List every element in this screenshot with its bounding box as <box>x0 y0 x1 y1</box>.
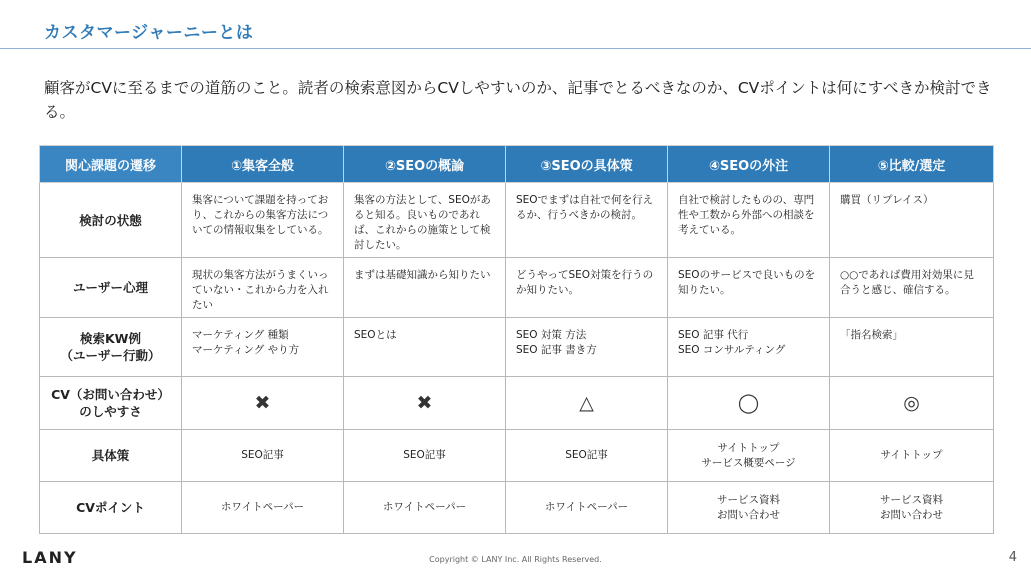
table-cell: 集客の方法として、SEOがあると知る。良いものであれば、これからの施策として検討したい。 <box>344 183 506 258</box>
cross-icon: ✖ <box>182 377 344 430</box>
column-header: ②SEOの概論 <box>344 146 506 183</box>
table-cell: ホワイトペーパー <box>344 482 506 534</box>
row-header: 具体策 <box>40 430 182 482</box>
copyright-text: Copyright © LANY Inc. All Rights Reserved. <box>429 555 602 564</box>
row-header: CVポイント <box>40 482 182 534</box>
slide-title: カスタマージャーニーとは <box>44 23 254 43</box>
table-row-state <box>40 183 994 258</box>
table-cell: ○○であれば費用対効果に見合うと感じ、確信する。 <box>830 258 994 318</box>
table-cell: 購買（リプレイス） <box>830 183 994 258</box>
table-cell: 現状の集客方法がうまくいっていない・これから力を入れたい <box>182 258 344 318</box>
row-header: CV（お問い合わせ） のしやすさ <box>40 377 182 430</box>
table-cell: 集客について課題を持っており、これからの集客方法についての情報収集をしている。 <box>182 183 344 258</box>
column-header: ⑤比較/選定 <box>830 146 994 183</box>
table-cell: SEOとは <box>344 318 506 377</box>
table-cell: サービス資料 お問い合わせ <box>830 482 994 534</box>
table-cell: 「指名検索」 <box>830 318 994 377</box>
table-cell: SEO 記事 代行 SEO コンサルティング <box>668 318 830 377</box>
lead-text: 顧客がCVに至るまでの道筋のこと。読者の検索意図からCVしやすいのか、記事でとるべきなのか、CVポイントは何にすべきか検討できる。 <box>44 79 992 121</box>
row-header: 検索KW例 （ユーザー行動） <box>40 318 182 377</box>
row-header: 検討の状態 <box>40 183 182 258</box>
triangle-icon: △ <box>506 377 668 430</box>
circle-icon: ◯ <box>668 377 830 430</box>
table-header-row <box>40 146 994 183</box>
table-cell: サービス資料 お問い合わせ <box>668 482 830 534</box>
table-row-keywords <box>40 318 994 377</box>
table-row-measures <box>40 430 994 482</box>
table-cell: SEO記事 <box>182 430 344 482</box>
double-circle-icon: ◎ <box>830 377 994 430</box>
table-cell: SEOでまずは自社で何を行えるか、行うべきかの検討。 <box>506 183 668 258</box>
table-cell: どうやってSEO対策を行うのか知りたい。 <box>506 258 668 318</box>
table-cell: まずは基礎知識から知りたい <box>344 258 506 318</box>
title-divider <box>0 48 1031 49</box>
table-row-cv-ease <box>40 377 994 430</box>
corner-header: 関心課題の遷移 <box>40 146 182 183</box>
table-row-cv-point <box>40 482 994 534</box>
table-cell: ホワイトペーパー <box>506 482 668 534</box>
table-cell: サイトトップ <box>830 430 994 482</box>
column-header: ④SEOの外注 <box>668 146 830 183</box>
table-cell: 自社で検討したものの、専門性や工数から外部への相談を考えている。 <box>668 183 830 258</box>
table-cell: SEO記事 <box>506 430 668 482</box>
cross-icon: ✖ <box>344 377 506 430</box>
table-cell: SEOのサービスで良いものを知りたい。 <box>668 258 830 318</box>
column-header: ③SEOの具体策 <box>506 146 668 183</box>
table-cell: SEO 対策 方法 SEO 記事 書き方 <box>506 318 668 377</box>
table-cell: サイトトップ サービス概要ページ <box>668 430 830 482</box>
column-header: ①集客全般 <box>182 146 344 183</box>
table-cell: ホワイトペーパー <box>182 482 344 534</box>
table-cell: SEO記事 <box>344 430 506 482</box>
table-row-psychology <box>40 258 994 318</box>
row-header: ユーザー心理 <box>40 258 182 318</box>
page-number: 4 <box>1008 550 1017 565</box>
customer-journey-table <box>39 145 994 534</box>
lany-logo: LANY <box>22 548 78 567</box>
table-cell: マーケティング 種類 マーケティング やり方 <box>182 318 344 377</box>
